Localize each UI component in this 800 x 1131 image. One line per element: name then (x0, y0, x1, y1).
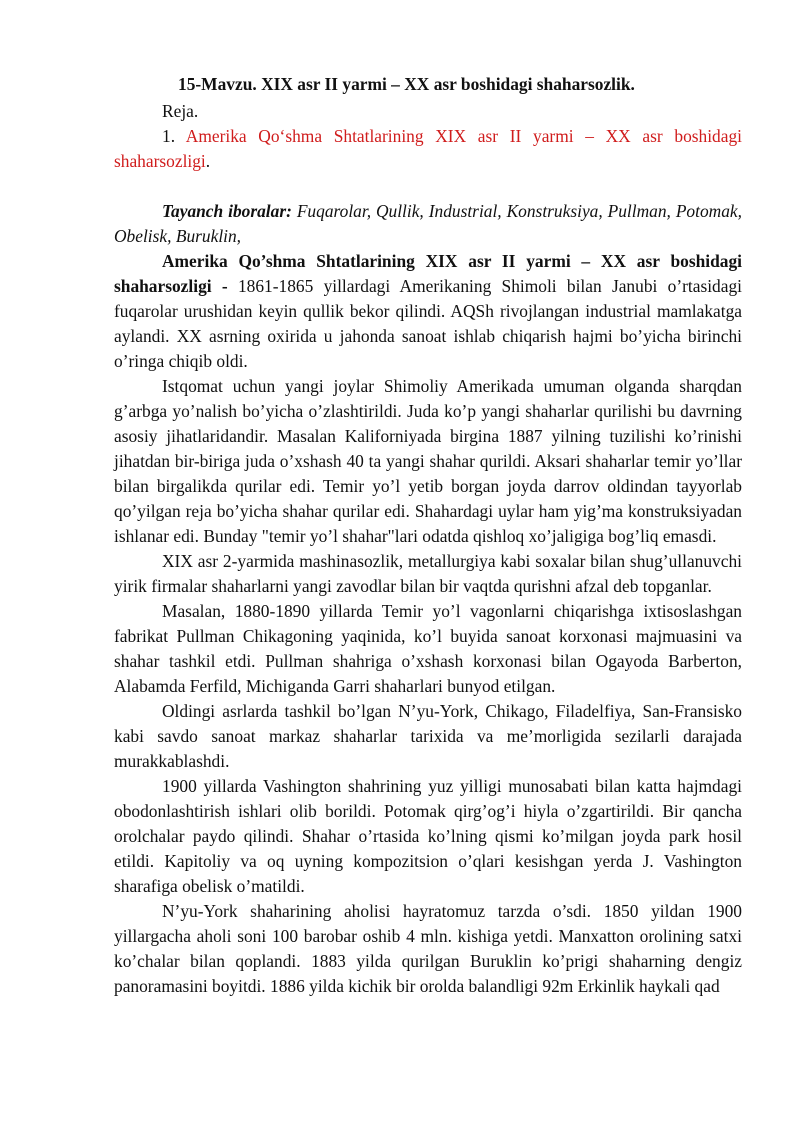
plan-label: Reja. (162, 101, 199, 121)
keywords-text: Fuqarolar, Qullik, Industrial, Konstruksiya, Pullman, Potomak, Obelisk, Buruklin, (114, 201, 742, 246)
section-heading: Amerika Qo’shma Shtatlarining XIX asr II yarmi – XX asr boshidagi shaharsozligi - (114, 251, 742, 296)
body-paragraph-1: Istqomat uchun yangi joylar Shimoliy Amerikada umuman olganda sharqdan g’arbga yo’nalish bo’yicha o’zlashtirildi. Juda ko’p yangi shaharlar qurilishi bu davrning asosiy jihatlaridandir. Masalan Kaliforniyada birgina 1887 yilning tuzilishi ko’rinishi jihatdan bir-biriga juda o’xshash 40 ta yangi shahar qurildi. Aksari shaharlar temir yo’llar bilan birgalikda qurilar edi. Temir yo’l yetib borgan joyda darrov oldindan tayyorlab qo’yilgan reja bo’yicha shahar qurilar edi. Shahardagi uylar ham yig’ma konstruksiyadan ishlanar edi. Bunday "temir yo’l shahar"lari odatda qishloq xo’jaligiga bog’liq emasdi. (114, 376, 742, 546)
section-paragraph (114, 249, 742, 374)
document-page (114, 72, 742, 999)
body-paragraph-3: Masalan, 1880-1890 yillarda Temir yo’l vagonlarni chiqarishga ixtisoslashgan fabrikat Pullman Chikagoning yaqinida, ko’l buyida sanoat korxonasi majmuasini va shahar tashkil etdi. Pullman shahriga o’xshash korxonasi bilan Ogayoda Barberton, Alabamda Ferfild, Michiganda Garri shaharlari bunyod etilgan. (114, 601, 742, 696)
keywords-paragraph (114, 199, 742, 249)
blank-line (114, 174, 742, 199)
plan-item (114, 124, 742, 174)
plan-item-end: . (205, 151, 211, 171)
body-paragraph-2: XIX asr 2-yarmida mashinasozlik, metallurgiya kabi soxalar bilan shug’ullanuvchi yirik firmalar shaharlarni yangi zavodlar bilan bir vaqtda qurishni afzal deb topganlar. (114, 551, 742, 596)
body-paragraph-5: 1900 yillarda Vashington shahrining yuz yilligi munosabati bilan katta hajmdagi obodonlashtirish ishlari olib borildi. Potomak qirg’og’i hiyla o’zgartirildi. Bir qancha orolchalar paydo qilindi. Shahar o’rtasida ko’lning qismi ko’milgan joyda park hosil etildi. Kapitoliy va oq uyning kompozitsion o’qlari kesishgan yerda J. Vashington sharafiga obelisk o’matildi. (114, 776, 742, 896)
body-paragraph-6: N’yu-York shaharining aholisi hayratomuz tarzda o’sdi. 1850 yildan 1900 yillargacha aholi soni 100 barobar oshib 4 mln. kishiga yetdi. Manxatton orolining satxi ko’chalar bilan qoplandi. 1883 yilda qurilgan Buruklin ko’prigi shaharning dengiz panoramasini boyitdi. 1886 yilda kichik bir orolda balandligi 92m Erkinlik haykali qad (114, 901, 742, 996)
plan-item-text: Amerika Qo‘shma Shtatlarining XIX asr II yarmi – XX asr boshidagi shaharsozligi (114, 126, 742, 171)
keywords-label: Tayanch iboralar: (162, 201, 292, 221)
section-text: 1861-1865 yillardagi Amerikaning Shimoli bilan Janubi o’rtasidagi fuqarolar urushidan keyin qullik bekor qilindi. AQSh rivojlangan industrial mamlakatga aylandi. XX asrning oxirida u jahonda sanoat ishlab chiqarish hajmi bo’yicha birinchi o’ringa chiqib oldi. (114, 276, 742, 371)
body-paragraph-4: Oldingi asrlarda tashkil bo’lgan N’yu-York, Chikago, Filadelfiya, San-Fransisko kabi savdo sanoat markaz shaharlar tarixida va me’morligida sezilarli darajada murakkablashdi. (114, 701, 742, 771)
page-title: 15-Mavzu. XIX asr II yarmi – XX asr boshidagi shaharsozlik. (178, 74, 635, 94)
plan-item-number: 1. (162, 126, 176, 146)
